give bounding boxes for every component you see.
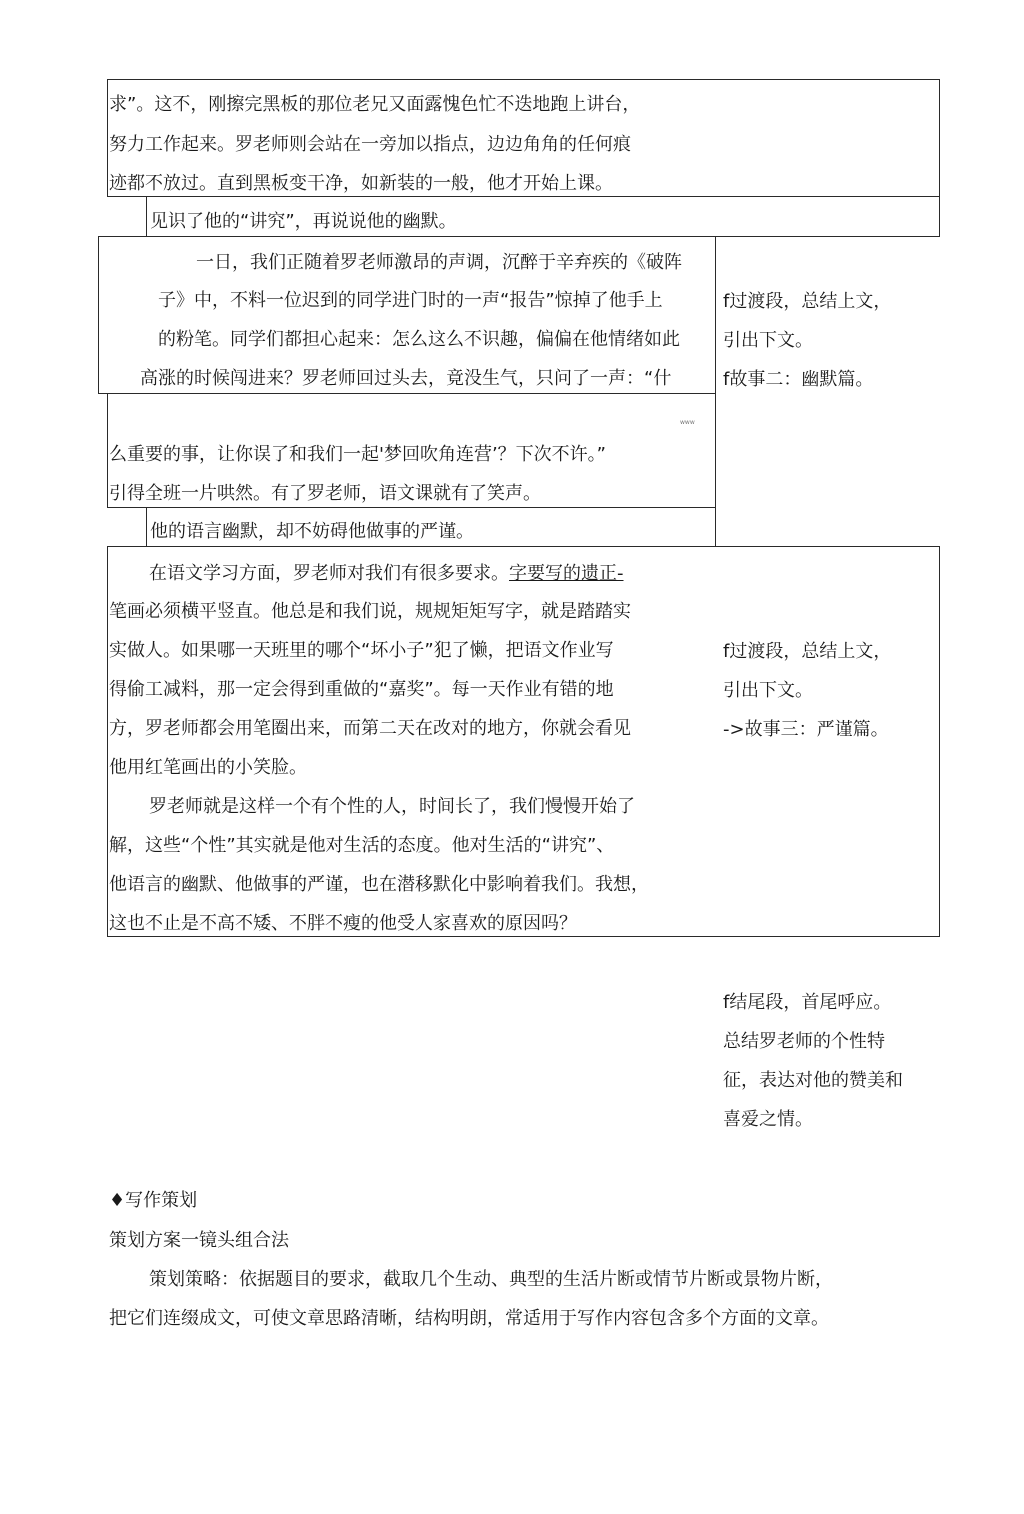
planning-subheading: 策划方案一镜头组合法: [109, 1230, 289, 1251]
section2-line3: 的粉笔。同学们都担心起来：怎么这么不识趣，偏偏在他情绪如此: [158, 329, 680, 350]
section3-line8: 解，这些“个性”其实就是他对生活的态度。他对生活的“讲究”、: [109, 835, 615, 856]
planning-para-line1: 策划策略：依据题目的要求，截取几个生动、典型的生活片断或情节片断或景物片断，: [149, 1269, 833, 1290]
transition1-text: 见识了他的“讲究”，再说说他的幽默。: [150, 211, 457, 232]
note4-line3: 征，表达对他的赞美和: [723, 1070, 903, 1091]
section3-line9: 他语言的幽默、他做事的严谨，也在潜移默化中影响着我们。我想，: [109, 874, 649, 895]
section2-line6: 引得全班一片哄然。有了罗老师，语文课就有了笑声。: [109, 483, 541, 504]
note3-line3: ->故事三：严谨篇。: [723, 719, 889, 740]
note4-line2: 总结罗老师的个性特: [723, 1031, 885, 1052]
section3-underlined-text: 字要写的遗正-: [509, 563, 624, 584]
planning-heading: ♦写作策划: [109, 1190, 198, 1211]
note3-line1: f过渡段，总结上文，: [723, 641, 892, 662]
section2-line2: 子》中，不料一位迟到的同学进门时的一声“报告”惊掉了他手上: [158, 290, 663, 311]
note2-line3: f故事二：幽默篇。: [723, 369, 874, 390]
section2-line4: 高涨的时候闯进来？罗老师回过头去，竟没生气，只问了一声：“什: [140, 368, 672, 389]
section3-line6: 他用红笔画出的小笑脸。: [109, 757, 307, 778]
section1-line3: 迹都不放过。直到黑板变干净，如新装的一般，他才开始上课。: [109, 173, 613, 194]
section3-line5: 方，罗老师都会用笔圈出来，而第二天在改对的地方，你就会看见: [109, 718, 631, 739]
section3-line1-text: 在语文学习方面，罗老师对我们有很多要求。: [149, 563, 509, 584]
section1-line1: 求”。这不，刚擦完黑板的那位老兄又面露愧色忙不迭地跑上讲台，: [109, 94, 641, 115]
note3-line2: 引出下文。: [723, 680, 813, 701]
note4-line4: 喜爱之情。: [723, 1109, 813, 1130]
transition2-text: 他的语言幽默，却不妨碍他做事的严谨。: [150, 521, 474, 542]
section2-line5: 么重要的事，让你误了和我们一起'梦回吹角连营’？下次不许。”: [109, 444, 606, 465]
section3-line1: [149, 562, 624, 586]
section3-line2: 笔画必须横平竖直。他总是和我们说，规规矩矩写字，就是踏踏实: [109, 601, 631, 622]
note2-line2: 引出下文。: [723, 330, 813, 351]
section3-line3: 实做人。如果哪一天班里的哪个“坏小子”犯了懒，把语文作业写: [109, 640, 614, 661]
section2-line1: 一日，我们正随着罗老师激昂的声调，沉醉于辛弃疾的《破阵: [196, 252, 682, 273]
planning-para-line2: 把它们连缀成文，可使文章思路清晰，结构明朗，常适用于写作内容包含多个方面的文章。: [109, 1308, 829, 1329]
note4-line1: f结尾段，首尾呼应。: [723, 992, 892, 1013]
section1-line2: 努力工作起来。罗老师则会站在一旁加以指点，边边角角的任何痕: [109, 134, 631, 155]
section3-line4: 得偷工减料，那一定会得到重做的“嘉奖”。每一天作业有错的地: [109, 679, 614, 700]
section2-tiny-mark: www: [680, 419, 695, 426]
section3-line7: 罗老师就是这样一个有个性的人，时间长了，我们慢慢开始了: [149, 796, 635, 817]
note2-line1: f过渡段，总结上文，: [723, 291, 892, 312]
note2-divider: [715, 236, 716, 546]
section3-line10: 这也不止是不高不矮、不胖不瘦的他受人家喜欢的原因吗？: [109, 913, 577, 934]
